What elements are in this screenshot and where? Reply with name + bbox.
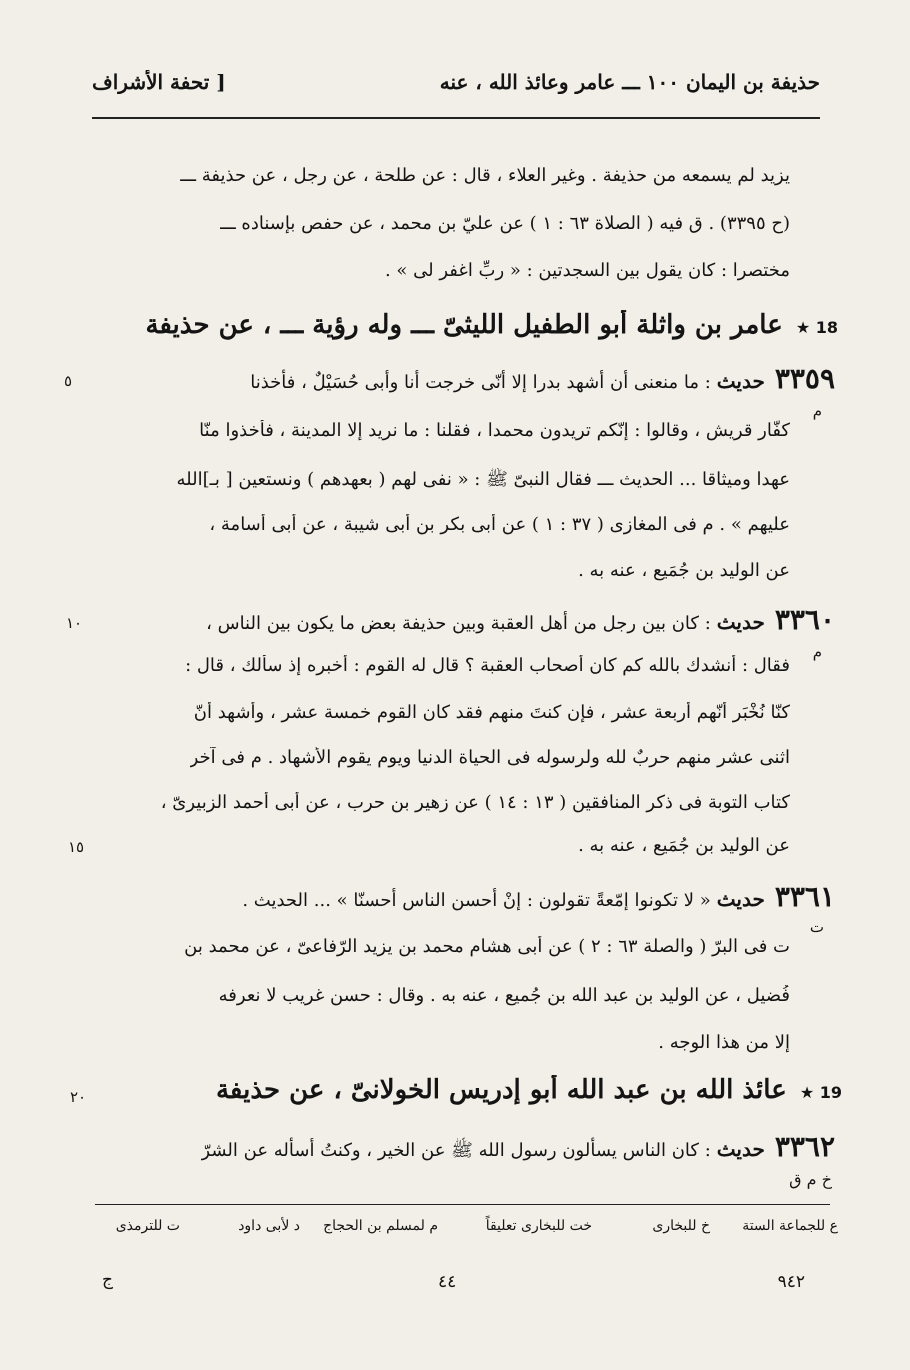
footer-key-6: ت للترمذى (115, 1218, 180, 1234)
hadith-3361-siglum: ت (809, 918, 824, 936)
running-header-right: حذيفة بن اليمان ١٠٠ ـــ عامر وعائذ الله ، عنه (439, 70, 820, 94)
hadith-3361-number: ٣٣٦١ (774, 880, 835, 913)
hadith-3361-text: « لا تكونوا إمّعةً تقولون : إنْ أحسن الناس أحسنّا » ... الحديث . (242, 890, 711, 911)
hadith-3359-line-3: عهدا وميثاقا ... الحديث ـــ فقال النبىّ ﷺ : « نفى لهم ( بعهدهم ) ونستعين [ بـ]الله (176, 469, 790, 490)
hadith-3361-line-4: إلا من هذا الوجه . (658, 1032, 790, 1053)
hadith-3360-keyword: حديث (716, 610, 765, 634)
hadith-3362-sigla: خ م ق (789, 1170, 832, 1189)
section-19-number: 19 ★ (799, 1083, 842, 1102)
hadith-3362-keyword: حديث (716, 1137, 765, 1161)
running-header-left: [ تحفة الأشراف (92, 70, 226, 94)
hadith-3361-line-3: فُضيل ، عن الوليد بن عبد الله بن جُميع ، عنه به . وقال : حسن غريب لا نعرفه (218, 985, 790, 1006)
hadith-3360-line-6: عن الوليد بن جُمَيع ، عنه به . (578, 835, 790, 856)
hadith-3360-line-3: كنّا نُخْبَر أنّهم أربعة عشر ، فإن كنتَ منهم فقد كان القوم خمسة عشر ، وأشهد أنّ (193, 702, 790, 723)
hadith-3359-keyword: حديث (716, 369, 765, 393)
hadith-3359-first-line (250, 362, 835, 395)
footer-key-4: م لمسلم بن الحجاج (323, 1218, 438, 1234)
footer-rule (95, 1204, 830, 1205)
hadith-3360-siglum: م (812, 643, 822, 661)
hadith-3360-line-4: اثنى عشر منهم حربٌ لله ولرسوله فى الحياة الدنيا ويوم يقوم الأشهاد . م فى آخر (189, 747, 790, 768)
footer-key-2: خ للبخارى (652, 1218, 710, 1234)
hadith-3360-text: : كان بين رجل من أهل العقبة وبين حذيفة بعض ما يكون بين الناس ، (206, 613, 711, 634)
hadith-3360-line-5: كتاب التوبة فى ذكر المنافقين ( ١٣ : ١٤ ) عن زهير بن حرب ، عن أبى أحمد الزبيرىّ ، (160, 792, 790, 813)
margin-line-10: ١٠ (66, 614, 83, 632)
hadith-3361-line-2: ت فى البرّ ( والصلة ٦٣ : ٢ ) عن أبى هشام محمد بن يزيد الرّفاعىّ ، عن محمد بن (184, 936, 790, 957)
hadith-3359-line-4: عليهم » . م فى المغازى ( ٣٧ : ١ ) عن أبى بكر بن أبى شيبة ، عن أبى أسامة ، (209, 514, 790, 535)
hadith-3360-first-line (206, 603, 835, 636)
intro-line-1: يزيد لم يسمعه من حذيفة . وغير العلاء ، قال : عن طلحة ، عن رجل ، عن حذيفة ـــ (180, 165, 790, 186)
hadith-3359-margin-mark: ٥ (64, 372, 73, 390)
section-18-heading (145, 310, 838, 340)
hadith-3362-first-line (201, 1130, 835, 1165)
hadith-3361-first-line (242, 880, 835, 913)
intro-line-2: (ح ٣٣٩٥) . ق فيه ( الصلاة ٦٣ : ١ ) عن عليّ بن محمد ، عن حفص بإسناده ـــ (219, 213, 790, 234)
footer-key-5: د لأبى داود (238, 1218, 300, 1234)
page-number-right: ٩٤٢ (777, 1272, 805, 1292)
volume-siglum: ج (102, 1270, 113, 1290)
header-rule (92, 117, 820, 119)
hadith-3359-siglum: م (812, 402, 822, 420)
section-18-title: عامر بن واثلة أبو الطفيل الليثىّ ـــ وله رؤية ـــ ، عن حذيفة (145, 310, 783, 340)
section-18-number: 18 ★ (795, 318, 838, 337)
hadith-3362-number: ٣٣٦٢ (774, 1130, 835, 1163)
hadith-3361-keyword: حديث (716, 887, 765, 911)
hadith-3359-text: : ما منعنى أن أشهد بدرا إلا أنّى خرجت أنا وأبى حُسَيْلٌ ، فأخذنا (250, 372, 711, 393)
margin-line-15: ١٥ (68, 838, 85, 856)
hadith-3359-number: ٣٣٥٩ (774, 362, 835, 395)
intro-line-3: مختصرا : كان يقول بين السجدتين : « ربِّ اغفر لى » . (384, 260, 790, 281)
page-number-center: ٤٤ (438, 1272, 457, 1292)
hadith-3360-number: ٣٣٦٠ (774, 603, 835, 636)
hadith-3359-line-2: كفّار قريش ، وقالوا : إنّكم تريدون محمدا ، فقلنا : ما نريد إلا المدينة ، فأخذوا منّا (199, 420, 790, 441)
section-19-title: عائذ الله بن عبد الله أبو إدريس الخولانىّ ، عن حذيفة (215, 1075, 787, 1105)
hadith-3359-line-5: عن الوليد بن جُمَيع ، عنه به . (578, 560, 790, 581)
hadith-3360-line-2: فقال : أنشدك بالله كم كان أصحاب العقبة ؟ قال له القوم : أخبره إذ سألك ، قال : (185, 655, 790, 676)
section-19-heading (216, 1075, 842, 1105)
margin-line-20: ٢٠ (70, 1088, 87, 1106)
hadith-3362-text: : كان الناس يسألون رسول الله ﷺ عن الخير ، وكنتُ أسأله عن الشرّ (201, 1140, 711, 1161)
footer-key-3: خت للبخارى تعليقاً (485, 1218, 592, 1234)
footer-key-1: ع للجماعة الستة (742, 1218, 838, 1234)
